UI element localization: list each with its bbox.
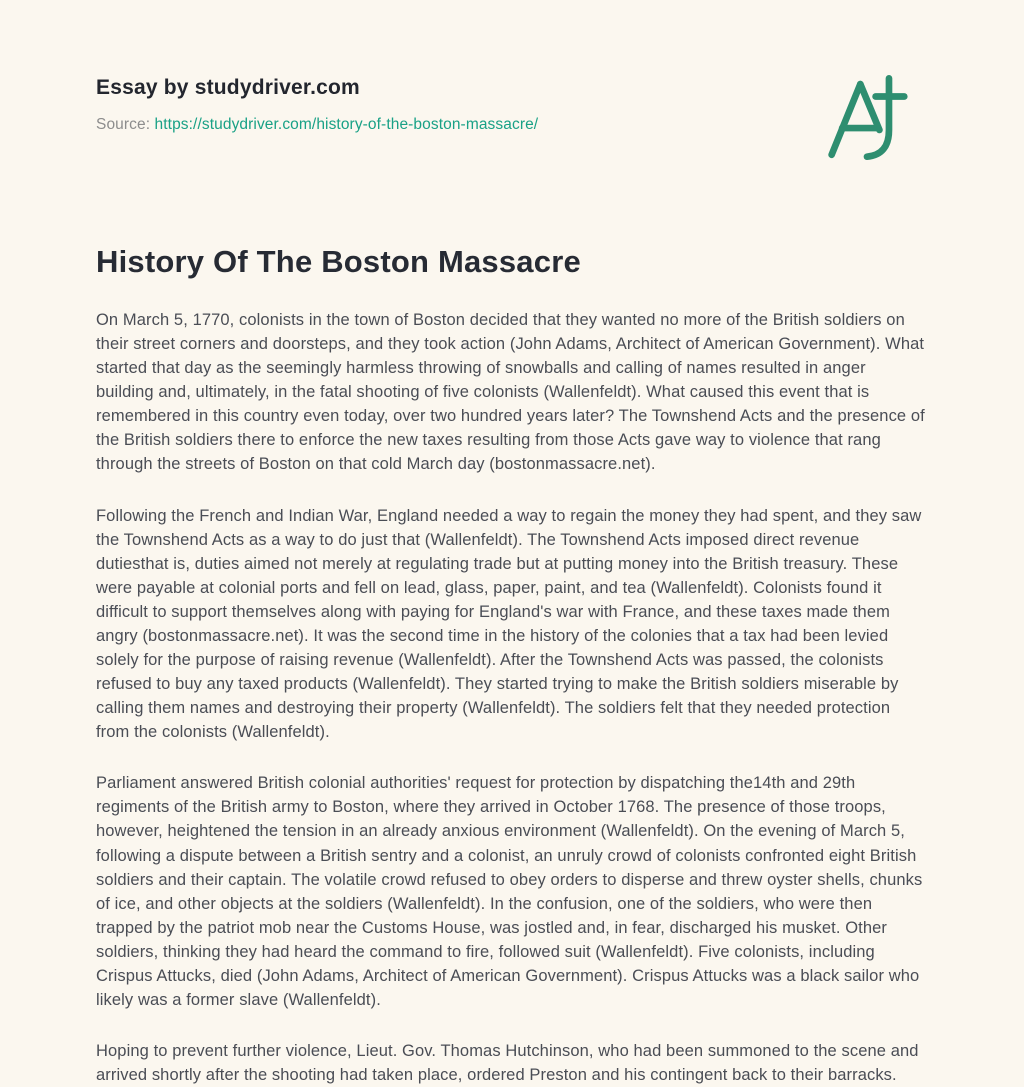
page-title: History Of The Boston Massacre [96,244,581,279]
essay-body [96,308,926,1087]
source-label: Source: [96,116,151,133]
studydriver-logo-icon [824,72,910,164]
source-row [96,116,928,134]
essay-byline: Essay by studydriver.com [96,76,360,99]
essay-paragraph: On March 5, 1770, colonists in the town of Boston decided that they wanted no more of the British soldiers on their street corners and doorsteps, and they took action (John Adams, Architect of American Government). What started that day as the seemingly harmless throwing of snowballs and calling of names resulted in anger building and, ultimately, in the fatal shooting of five colonists (Wallenfeldt). What caused this event that is remembered in this country even today, over two hundred years later? The Townshend Acts and the presence of the British soldiers there to enforce the new taxes resulting from those Acts gave way to violence that rang through the streets of Boston on that cold March day (bostonmassacre.net). [96,311,925,474]
essay-paragraph: Parliament answered British colonial authorities' request for protection by dispatching the14th and 29th regiments of the British army to Boston, where they arrived in October 1768. The presence of those troops, however, heightened the tension in an already anxious environment (Wallenfeldt). On the evening of March 5, following a dispute between a British sentry and a colonist, an unruly crowd of colonists confronted eight British soldiers and their captain. The volatile crowd refused to obey orders to disperse and threw oyster shells, chunks of ice, and other objects at the soldiers (Wallenfeldt). In the confusion, one of the soldiers, who were then trapped by the patriot mob near the Customs House, was jostled and, in fear, discharged his musket. Other soldiers, thinking they had heard the command to fire, followed suit (Wallenfeldt). Five colonists, including Crispus Attucks, died (John Adams, Architect of American Government). Crispus Attucks was a black sailor who likely was a former slave (Wallenfeldt). [96,774,923,1010]
essay-paragraph: Hoping to prevent further violence, Lieut. Gov. Thomas Hutchinson, who had been summoned to the scene and arrived shortly after the shooting had taken place, ordered Preston and his contingent back to their barracks. [96,1042,919,1085]
essay-paragraph: Following the French and Indian War, England needed a way to regain the money they had spent, and they saw the Townshend Acts as a way to do just that (Wallenfeldt). The Townshend Acts imposed direct revenue dutiesthat is, duties aimed not merely at regulating trade but at putting money into the British treasury. These were payable at colonial ports and fell on lead, glass, paper, paint, and tea (Wallenfeldt). Colonists found it difficult to support themselves along with paying for England's war with France, and these taxes made them angry (bostonmassacre.net). It was the second time in the history of the colonies that a tax had been levied solely for the purpose of raising revenue (Wallenfeldt). After the Townshend Acts was passed, the colonists refused to buy any taxed products (Wallenfeldt). They started trying to make the British soldiers miserable by calling them names and destroying their property (Wallenfeldt). The soldiers felt that they needed protection from the colonists (Wallenfeldt). [96,506,922,742]
source-url-link[interactable]: https://studydriver.com/history-of-the-boston-massacre/ [154,116,539,133]
